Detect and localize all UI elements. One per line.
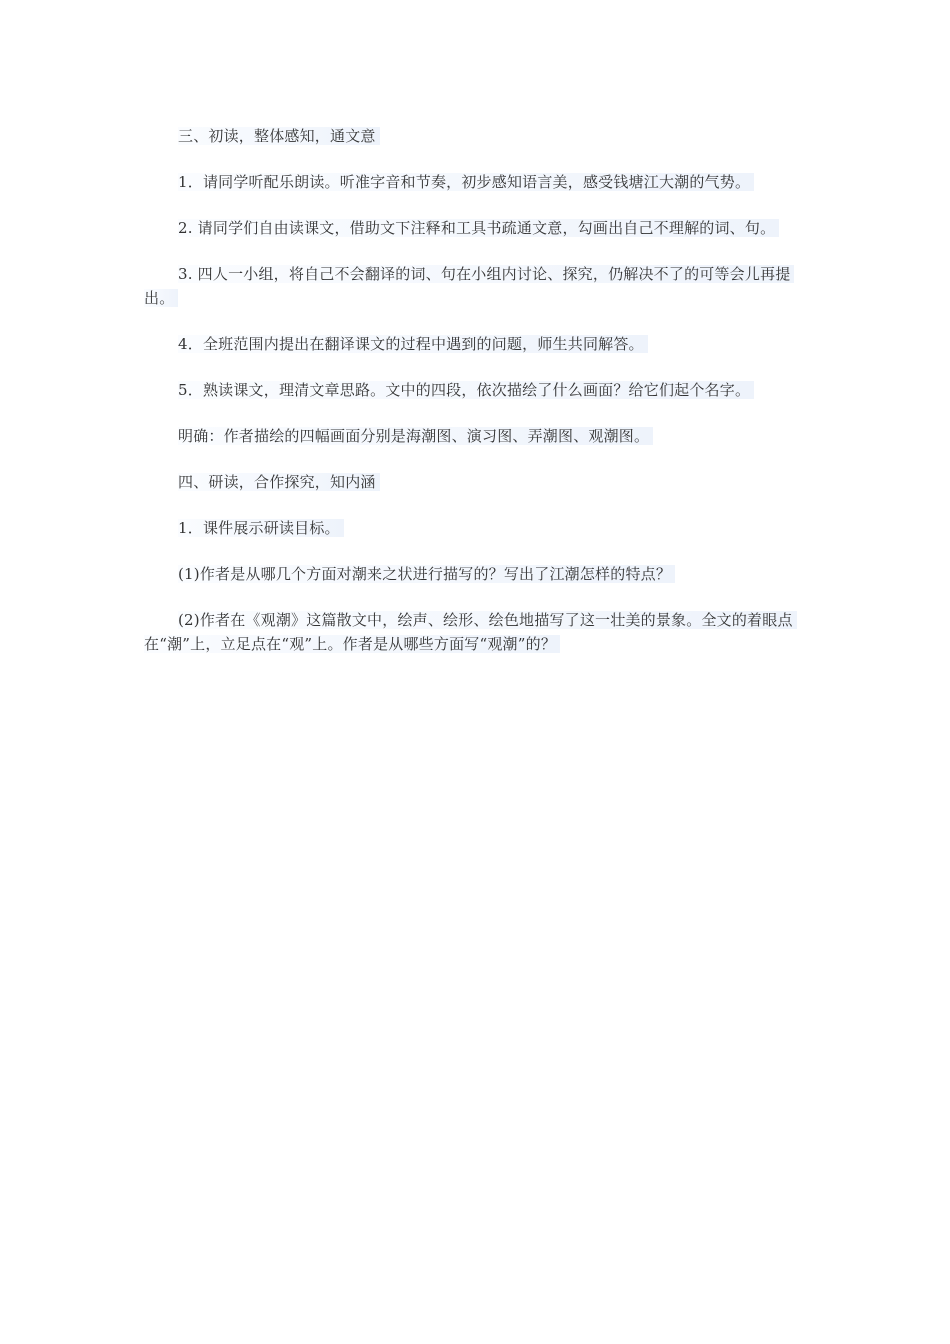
list-item: 2. 请同学们自由读课文，借助文下注释和工具书疏通文意，勾画出自己不理解的词、句。 [144, 216, 810, 240]
list-item: 4．全班范围内提出在翻译课文的过程中遇到的问题，师生共同解答。 [144, 332, 810, 356]
section-heading-close-reading: 四、研读，合作探究，知内涵 [144, 470, 810, 494]
list-item: 1．课件展示研读目标。 [144, 516, 810, 540]
list-item: 3. 四人一小组，将自己不会翻译的词、句在小组内讨论、探究，仍解决不了的可等会儿再提出。 [144, 262, 810, 310]
document-body [144, 124, 810, 678]
list-item: 5．熟读课文，理清文章思路。文中的四段，依次描绘了什么画面？给它们起个名字。 [144, 378, 810, 402]
question-item: (2)作者在《观潮》这篇散文中，绘声、绘形、绘色地描写了这一壮美的景象。全文的着眼点在“潮”上，立足点在“观”上。作者是从哪些方面写“观潮”的？ [144, 608, 810, 656]
section-heading-first-reading: 三、初读，整体感知，通文意 [144, 124, 810, 148]
list-item: 1．请同学听配乐朗读。听准字音和节奏，初步感知语言美，感受钱塘江大潮的气势。 [144, 170, 810, 194]
clarification-paragraph: 明确：作者描绘的四幅画面分别是海潮图、演习图、弄潮图、观潮图。 [144, 424, 810, 448]
question-item: (1)作者是从哪几个方面对潮来之状进行描写的？写出了江潮怎样的特点？ [144, 562, 810, 586]
